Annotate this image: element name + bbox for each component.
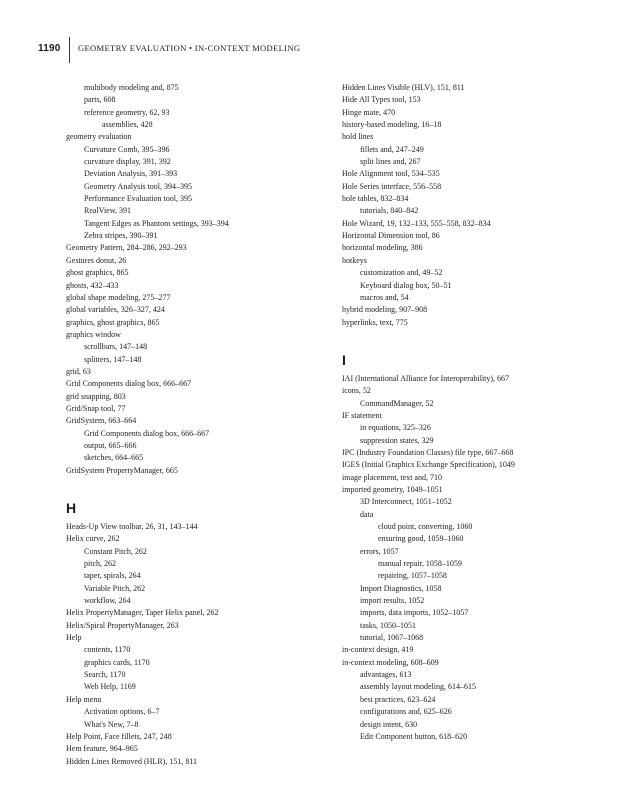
index-entry: hotkeys: [342, 255, 367, 265]
index-subentry: Geometry Analysis tool, 394–395: [84, 181, 192, 191]
running-header: [38, 37, 301, 54]
index-entry: in-context modeling, 608–609: [342, 657, 439, 667]
index-entry: icons, 52: [342, 386, 371, 396]
index-entry: Hidden Lines Removed (HLR), 151, 811: [66, 756, 198, 766]
index-subentry: best practices, 623–624: [360, 694, 436, 704]
index-entry: Helix curve, 262: [66, 534, 120, 544]
index-subentry: splitters, 147–148: [84, 354, 142, 364]
index-entry: grid snapping, 803: [66, 391, 126, 401]
index-entry: Hole Alignment tool, 534–535: [342, 169, 440, 179]
index-entry: hyperlinks, text, 775: [342, 317, 408, 327]
index-entry: GridSystem PropertyManager, 665: [66, 465, 178, 475]
index-subentry: reference geometry, 62, 93: [84, 107, 170, 117]
index-entry: Help: [66, 633, 82, 643]
index-entry: Hem feature, 964–965: [66, 744, 138, 754]
index-subentry: pitch, 262: [84, 559, 116, 569]
index-subentry: Search, 1170: [84, 670, 126, 680]
index-entry: Hole Wizard, 19, 132–133, 555–558, 832–834: [342, 218, 491, 228]
index-subentry: macros and, 54: [360, 292, 409, 302]
index-entry: Help Point, Face fillets, 247, 248: [66, 731, 172, 741]
index-subentry: manual repair, 1058–1059: [378, 559, 462, 569]
index-column-right: [342, 82, 602, 743]
index-subentry: sketches, 664–665: [84, 453, 144, 463]
index-entry: horizontal modeling, 386: [342, 243, 423, 253]
index-entry: IAI (International Alliance for Interoperability), 667: [342, 373, 510, 383]
index-subentry: multibody modeling and, 875: [84, 83, 179, 92]
index-subentry: curvature display, 391, 392: [84, 157, 171, 167]
index-subentry: fillets and, 247–249: [360, 144, 424, 154]
index-entry: imported geometry, 1049–1051: [342, 484, 443, 494]
index-entry: Hidden Lines Visible (HLV), 151, 811: [342, 83, 465, 92]
index-subentry: in equations, 325–326: [360, 423, 431, 433]
index-subentry: CommandManager, 52: [360, 398, 434, 408]
index-subentry: Tangent Edges as Phantom settings, 393–394: [84, 218, 229, 228]
index-entry: Helix PropertyManager, Taper Helix panel, 262: [66, 608, 219, 618]
index-subentry: assembly layout modeling, 614–615: [360, 682, 476, 692]
index-entry: in-context design, 419: [342, 645, 414, 655]
index-subentry: scrollbars, 147–148: [84, 342, 148, 352]
index-entry: global shape modeling, 275–277: [66, 292, 171, 302]
index-entry: Helix/Spiral PropertyManager, 263: [66, 620, 179, 630]
index-subentry: design intent, 630: [360, 719, 418, 729]
index-entry: Horizontal Dimension tool, 86: [342, 231, 440, 241]
index-subentry: RealView, 391: [84, 206, 131, 216]
index-subentry: repairing, 1057–1058: [378, 571, 447, 581]
index-entry: Grid Components dialog box, 666–667: [66, 379, 192, 389]
index-column-left: [66, 82, 326, 768]
index-entry: Gestures donut, 26: [66, 255, 127, 265]
index-entry: history-based modeling, 16–18: [342, 120, 442, 130]
index-subentry: tutorials, 840–842: [360, 206, 419, 216]
index-subentry: assemblies, 428: [102, 120, 153, 130]
index-entry: Help menu: [66, 694, 102, 704]
index-entry: hole tables, 832–834: [342, 194, 409, 204]
index-entry: image placement, text and, 710: [342, 472, 442, 482]
index-subentry: Activation options, 6–7: [84, 707, 160, 717]
section-letter-heading: H: [66, 500, 77, 516]
index-subentry: parts, 608: [84, 95, 116, 105]
index-entry: IGES (Initial Graphics Exchange Specification), 1049: [342, 460, 515, 470]
section-gap: [66, 477, 326, 499]
index-subentry: Constant Pitch, 262: [84, 546, 147, 556]
index-subentry: 3D Interconnect, 1051–1052: [360, 497, 452, 507]
section-gap: [342, 329, 602, 351]
index-entry: hold lines: [342, 132, 374, 142]
index-subentry: cloud point, converting, 1060: [378, 522, 473, 531]
index-entry: Heads-Up View toolbar, 26, 31, 143–144: [66, 522, 198, 531]
index-subentry: Web Help, 1169: [84, 682, 136, 692]
index-subentry: split lines and, 267: [360, 157, 421, 167]
page-number: 1190: [38, 43, 61, 54]
index-subentry: configurations and, 625–626: [360, 707, 452, 717]
section-letter-heading: I: [342, 351, 346, 368]
index-subentry: data: [360, 509, 374, 519]
index-entry: GridSystem, 663–664: [66, 416, 137, 426]
index-subentry: graphics cards, 1170: [84, 657, 150, 667]
index-subentry: tutorial, 1067–1068: [360, 633, 424, 643]
index-subentry: What's New, 7–8: [84, 719, 139, 729]
running-title: GEOMETRY EVALUATION • IN-CONTEXT MODELING: [78, 43, 301, 53]
index-subentry: imports, data imports, 1052–1057: [360, 608, 469, 618]
index-entry: graphics, ghost graphics, 865: [66, 317, 160, 327]
index-entry: Hide All Types tool, 153: [342, 95, 421, 105]
index-entry: Hinge mate, 470: [342, 107, 396, 117]
index-subentry: contents, 1170: [84, 645, 131, 655]
index-subentry: Curvature Comb, 395–396: [84, 144, 170, 154]
index-subentry: import results, 1052: [360, 596, 425, 606]
index-subentry: customization and, 49–52: [360, 268, 443, 278]
index-subentry: workflow, 264: [84, 596, 131, 606]
index-entry: ghost graphics, 865: [66, 268, 129, 278]
index-entry: Grid/Snap tool, 77: [66, 403, 126, 413]
index-subentry: ensuring good, 1059–1060: [378, 534, 464, 544]
index-entry: Hole Series interface, 556–558: [342, 181, 442, 191]
index-subentry: tasks, 1050–1051: [360, 620, 416, 630]
index-subentry: Import Diagnostics, 1058: [360, 583, 442, 593]
index-entry: global variables, 326–327, 424: [66, 305, 165, 315]
index-entry: ghosts, 432–433: [66, 280, 119, 290]
index-subentry: Zebra stripes, 390–391: [84, 231, 158, 241]
index-subentry: suppression states, 329: [360, 435, 434, 445]
index-subentry: Variable Pitch, 262: [84, 583, 146, 593]
index-subentry: Edit Component button, 618–620: [360, 731, 468, 741]
index-subentry: Deviation Analysis, 391–393: [84, 169, 178, 179]
index-subentry: Keyboard dialog box, 50–51: [360, 280, 452, 290]
index-subentry: Grid Components dialog box, 666–667: [84, 428, 210, 438]
index-entry: IPC (Industry Foundation Classes) file type, 667–668: [342, 447, 514, 457]
index-entry: graphics window: [66, 329, 121, 339]
index-entry: geometry evaluation: [66, 132, 132, 142]
index-subentry: output, 665–666: [84, 440, 137, 450]
header-divider: [69, 37, 70, 63]
index-entry: Geometry Pattern, 284–286, 292–293: [66, 243, 187, 253]
index-subentry: errors, 1057: [360, 546, 399, 556]
index-subentry: advantages, 613: [360, 670, 412, 680]
index-entry: grid, 63: [66, 366, 91, 376]
index-subentry: taper, spirals, 264: [84, 571, 141, 581]
index-entry: hybrid modeling, 907–908: [342, 305, 428, 315]
index-subentry: Performance Evaluation tool, 395: [84, 194, 192, 204]
index-entry: IF statement: [342, 410, 382, 420]
